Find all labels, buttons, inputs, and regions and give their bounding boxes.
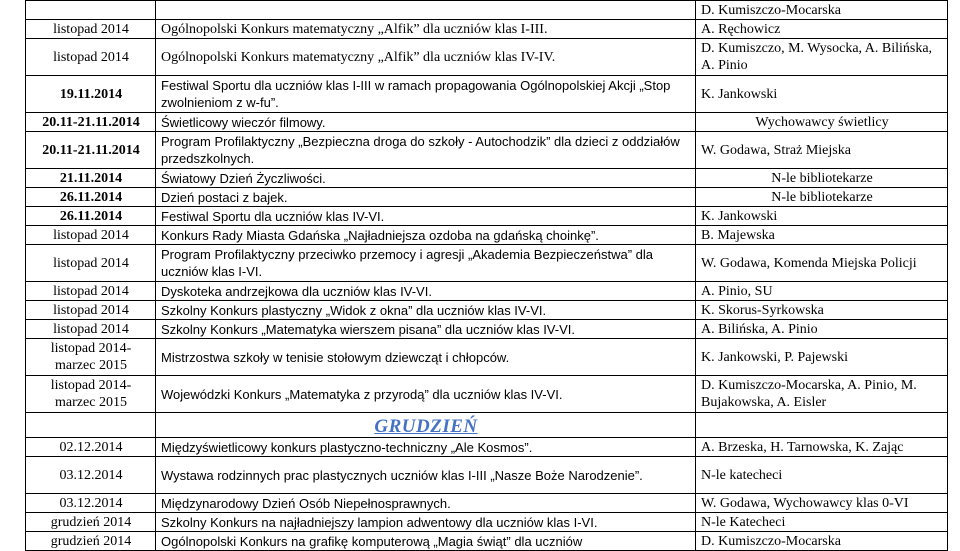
responsible-cell: W. Godawa, Straż Miejska [696,132,948,169]
date-cell: 26.11.2014 [26,207,156,226]
event-cell: Dzień postaci z bajek. [156,188,696,207]
responsible-cell: A. Pinio, SU [696,282,948,301]
table-row [26,207,948,226]
date-cell: 21.11.2014 [26,169,156,188]
event-cell: Dyskoteka andrzejkowa dla uczniów klas IV-VI. [156,282,696,301]
date-cell: listopad 2014 [26,320,156,339]
date-cell: grudzień 2014 [26,513,156,532]
responsible-cell: A. Brzeska, H. Tarnowska, K. Zając [696,438,948,457]
date-cell: listopad 2014 [26,301,156,320]
date-cell: listopad 2014 [26,20,156,39]
table-row [26,376,948,413]
empty-cell [696,413,948,438]
date-cell: 02.12.2014 [26,438,156,457]
event-cell: Szkolny Konkurs plastyczny „Widok z okna” dla uczniów klas IV-VI. [156,301,696,320]
table-row [26,132,948,169]
table-row [26,188,948,207]
month-heading: GRUDZIEŃ [374,416,478,437]
responsible-cell: N-le bibliotekarze [696,188,948,207]
table-row [26,226,948,245]
responsible-cell: K. Jankowski [696,76,948,113]
event-cell: Międzynarodowy Dzień Osób Niepełnosprawnych. [156,494,696,513]
event-cell: Wystawa rodzinnych prac plastycznych uczniów klas I-III „Nasze Boże Narodzenie”. [156,457,696,494]
event-cell: Konkurs Rady Miasta Gdańska „Najładniejsza ozdoba na gdańską choinkę”. [156,226,696,245]
table-row [26,339,948,376]
date-cell: listopad 2014 [26,282,156,301]
table-row [26,20,948,39]
event-cell: Festiwal Sportu dla uczniów klas IV-VI. [156,207,696,226]
table-row [26,282,948,301]
event-cell: Program Profilaktyczny przeciwko przemocy i agresji „Akademia Bezpieczeństwa” dla uczniów klas I-VI. [156,245,696,282]
event-cell: Światowy Dzień Życzliwości. [156,169,696,188]
date-cell [26,1,156,20]
event-cell [156,1,696,20]
date-cell: 26.11.2014 [26,188,156,207]
table-row [26,532,948,551]
table-row [26,169,948,188]
responsible-cell: A. Bilińska, A. Pinio [696,320,948,339]
table-row [26,494,948,513]
event-cell: Mistrzostwa szkoły w tenisie stołowym dziewcząt i chłopców. [156,339,696,376]
table-row [26,457,948,494]
event-cell: Ogólnopolski Konkurs matematyczny „Alfik” dla uczniów klas IV-IV. [156,39,696,76]
table-row [26,76,948,113]
responsible-cell: K. Jankowski, P. Pajewski [696,339,948,376]
date-cell: 20.11-21.11.2014 [26,113,156,132]
responsible-cell: D. Kumiszczo-Mocarska, A. Pinio, M. Bujakowska, A. Eisler [696,376,948,413]
date-cell: 03.12.2014 [26,494,156,513]
date-cell: listopad 2014 [26,226,156,245]
date-cell: 20.11-21.11.2014 [26,132,156,169]
date-cell: listopad 2014 [26,245,156,282]
table-row [26,245,948,282]
date-cell: grudzień 2014 [26,532,156,551]
responsible-cell: W. Godawa, Wychowawcy klas 0-VI [696,494,948,513]
responsible-cell: B. Majewska [696,226,948,245]
event-cell: Festiwal Sportu dla uczniów klas I-III w ramach propagowania Ogólnopolskiej Akcji „Stop zwolnieniom z w-fu”. [156,76,696,113]
responsible-cell: W. Godawa, Komenda Miejska Policji [696,245,948,282]
event-cell: Ogólnopolski Konkurs matematyczny „Alfik” dla uczniów klas I-III. [156,20,696,39]
table-row [26,320,948,339]
responsible-cell: Wychowawcy świetlicy [696,113,948,132]
empty-cell [26,413,156,438]
responsible-cell: D. Kumiszczo-Mocarska [696,532,948,551]
responsible-cell: N-le katecheci [696,457,948,494]
table-row [26,113,948,132]
date-cell: 19.11.2014 [26,76,156,113]
section-row [26,413,948,438]
date-cell: listopad 2014- marzec 2015 [26,339,156,376]
responsible-cell: N-le Katecheci [696,513,948,532]
table-row [26,513,948,532]
event-cell: Wojewódzki Konkurs „Matematyka z przyrodą” dla uczniów klas IV-VI. [156,376,696,413]
responsible-cell: N-le bibliotekarze [696,169,948,188]
date-cell: 03.12.2014 [26,457,156,494]
responsible-cell: D. Kumiszczo-Mocarska [696,1,948,20]
responsible-cell: K. Jankowski [696,207,948,226]
date-cell: listopad 2014 [26,39,156,76]
table-row [26,301,948,320]
responsible-cell: K. Skorus-Syrkowska [696,301,948,320]
table-row [26,39,948,76]
event-cell: Szkolny Konkurs na najładniejszy lampion adwentowy dla uczniów klas I-VI. [156,513,696,532]
table-row [26,1,948,20]
responsible-cell: D. Kumiszczo, M. Wysocka, A. Bilińska, A. Pinio [696,39,948,76]
date-cell: listopad 2014- marzec 2015 [26,376,156,413]
responsible-cell: A. Ręchowicz [696,20,948,39]
event-cell: Międzyświetlicowy konkurs plastyczno-techniczny „Ale Kosmos”. [156,438,696,457]
event-cell: Program Profilaktyczny „Bezpieczna droga do szkoły - Autochodzik” dla dzieci z oddziałów przedszkolnych. [156,132,696,169]
month-heading-cell [156,413,696,438]
table-row [26,438,948,457]
event-cell: Świetlicowy wieczór filmowy. [156,113,696,132]
schedule-table [25,0,948,551]
event-cell: Ogólnopolski Konkurs na grafikę komputerową „Magia świąt” dla uczniów [156,532,696,551]
event-cell: Szkolny Konkurs „Matematyka wierszem pisana” dla uczniów klas IV-VI. [156,320,696,339]
